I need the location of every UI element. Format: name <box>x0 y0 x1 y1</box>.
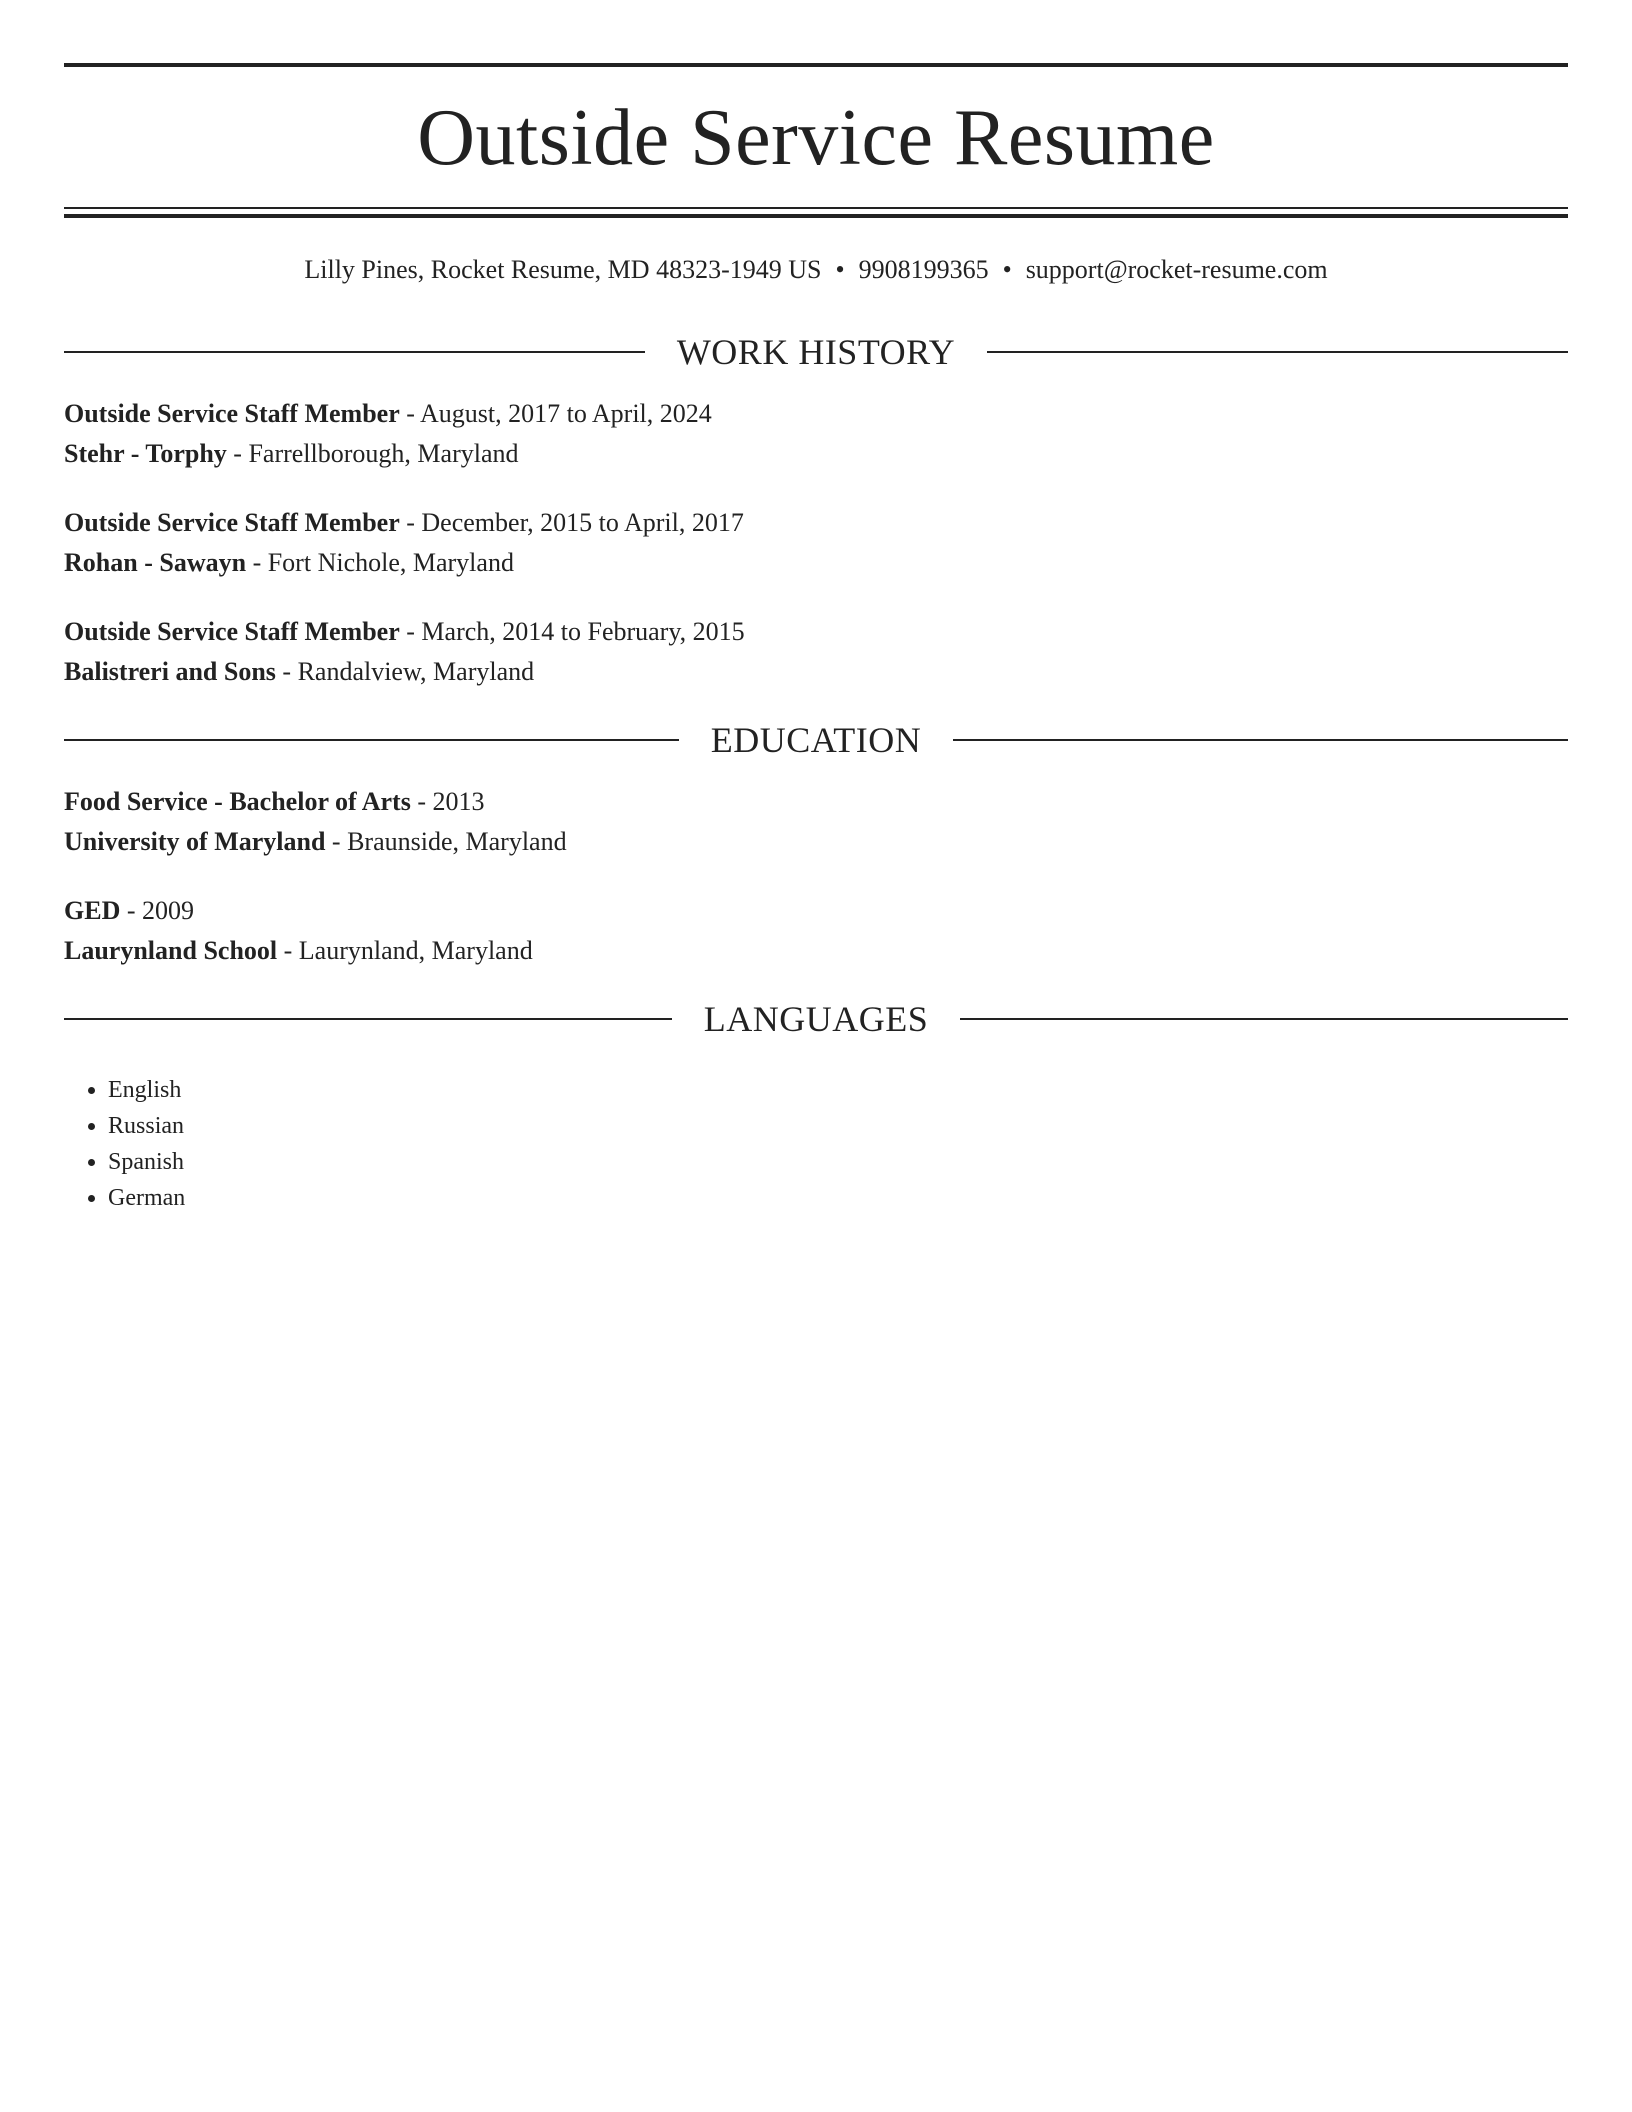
contact-line <box>64 252 1568 288</box>
education-entry-degree-row <box>64 891 1568 931</box>
education-entry <box>64 782 1568 862</box>
language-item: • English <box>108 1072 185 1108</box>
work-entry <box>64 612 1568 692</box>
section-title: EDUCATION <box>710 720 922 760</box>
education-entry <box>64 891 1568 971</box>
employer-location: - Randalview, Maryland <box>275 657 535 686</box>
degree-year: - 2013 <box>410 787 485 816</box>
school-name: University of Maryland <box>64 827 326 856</box>
section-title: LANGUAGES <box>703 999 929 1039</box>
degree-name: GED <box>64 896 121 925</box>
job-title: Outside Service Staff Member <box>64 508 400 537</box>
employer-location: - Farrellborough, Maryland <box>226 439 519 468</box>
degree-name: Food Service - Bachelor of Arts <box>64 787 411 816</box>
resume-title: Outside Service Resume <box>417 94 1215 182</box>
job-dates: - August, 2017 to April, 2024 <box>399 399 712 428</box>
language-item: • Russian <box>108 1108 185 1144</box>
school-location: - Braunside, Maryland <box>325 827 567 856</box>
education-entry-school-row <box>64 822 1568 862</box>
school-location: - Laurynland, Maryland <box>277 936 533 965</box>
education-entry-school-row <box>64 931 1568 971</box>
heading-rule-left <box>64 351 645 353</box>
work-entry-title-row <box>64 394 1568 434</box>
heading-rule-left <box>64 739 679 741</box>
work-history-heading <box>64 329 1568 375</box>
job-title: Outside Service Staff Member <box>64 617 400 646</box>
employer-name: Balistreri and Sons <box>64 657 276 686</box>
work-entry-title-row <box>64 612 1568 652</box>
heading-rule-right <box>987 351 1568 353</box>
job-title: Outside Service Staff Member <box>64 399 400 428</box>
degree-year: - 2009 <box>120 896 195 925</box>
language-item: • Spanish <box>108 1144 185 1180</box>
job-dates: - March, 2014 to February, 2015 <box>399 617 745 646</box>
school-name: Laurynland School <box>64 936 278 965</box>
work-entry-employer-row <box>64 543 1568 583</box>
work-entry-employer-row <box>64 434 1568 474</box>
heading-rule-right <box>960 1018 1568 1020</box>
title-rule-thick <box>64 214 1568 218</box>
languages-heading <box>64 996 1568 1042</box>
employer-location: - Fort Nichole, Maryland <box>246 548 514 577</box>
work-entry-employer-row <box>64 652 1568 692</box>
contact-email: support@rocket-resume.com <box>1025 255 1328 284</box>
contact-separator: • <box>835 255 845 284</box>
contact-phone: 9908199365 <box>858 255 989 284</box>
work-entry <box>64 503 1568 583</box>
education-heading <box>64 717 1568 763</box>
heading-rule-left <box>64 1018 672 1020</box>
language-item: • German <box>108 1180 185 1216</box>
contact-address: Lilly Pines, Rocket Resume, MD 48323-1949 US <box>304 255 822 284</box>
languages-list <box>64 1072 185 1216</box>
employer-name: Stehr - Torphy <box>64 439 227 468</box>
work-entry <box>64 394 1568 474</box>
employer-name: Rohan - Sawayn <box>64 548 247 577</box>
job-dates: - December, 2015 to April, 2017 <box>399 508 744 537</box>
contact-separator: • <box>1002 255 1012 284</box>
education-entry-degree-row <box>64 782 1568 822</box>
top-rule <box>64 63 1568 67</box>
section-title: WORK HISTORY <box>676 332 956 372</box>
work-entry-title-row <box>64 503 1568 543</box>
heading-rule-right <box>953 739 1568 741</box>
title-rule-thin <box>64 207 1568 209</box>
